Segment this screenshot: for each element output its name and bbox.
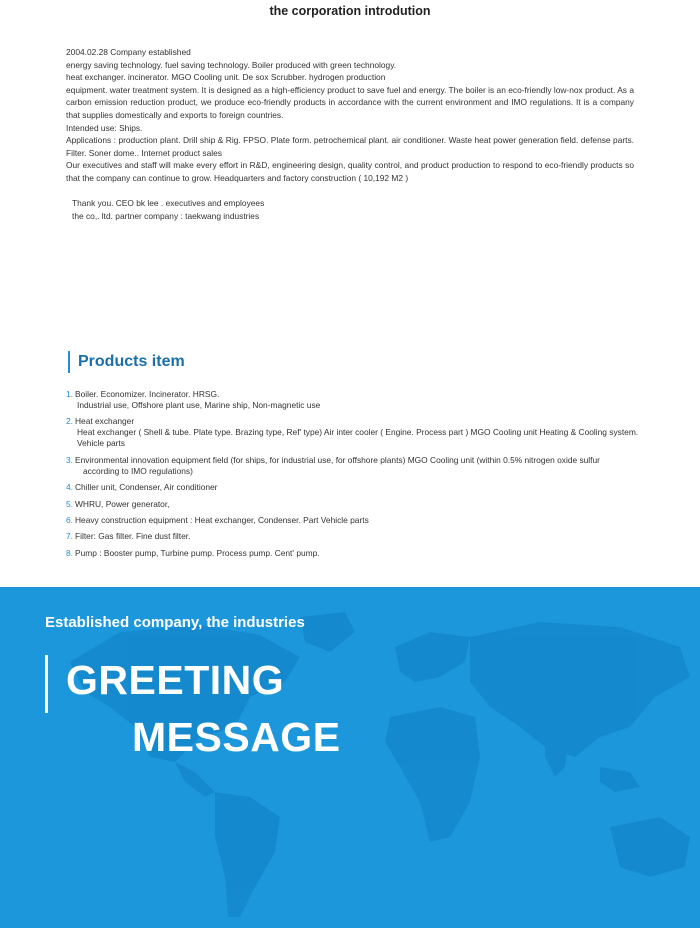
product-item <box>66 482 646 493</box>
world-map-graphic <box>0 587 700 928</box>
product-subtext: Industrial use, Offshore plant use, Marine ship, Non-magnetic use <box>77 400 321 410</box>
thanks-line: Thank you. CEO bk lee . executives and employees <box>72 198 265 209</box>
product-text: Chiller unit, Condenser, Air conditioner <box>75 482 218 493</box>
greeting-banner <box>0 587 700 928</box>
intro-line: 2004.02.28 Company established <box>66 47 191 57</box>
product-number: 8. <box>66 547 73 558</box>
product-item <box>66 548 646 559</box>
product-text: Heavy construction equipment : Heat exchanger, Condenser. Part Vehicle parts <box>75 514 369 525</box>
product-item <box>66 531 646 542</box>
product-item <box>66 416 646 449</box>
product-subtext: Heat exchanger ( Shell & tube. Plate type. Brazing type, Ref' type) Air inter cooler ( Engine. Process part ) MGO Cooling unit Heating & Cooling system. Vehicle parts <box>77 427 639 449</box>
product-number: 5. <box>66 498 73 509</box>
product-number: 6. <box>66 514 73 525</box>
intro-section <box>66 46 634 222</box>
product-number: 1. <box>66 389 73 399</box>
intro-line: Our executives and staff will make every effort in R&D, engineering design, quality control, and product production to respond to eco-friendly products so that the company can continue to grow. Headquarters and factory construction ( 10,192 M2 ) <box>66 160 634 183</box>
products-list <box>66 389 646 564</box>
product-text: Pump : Booster pump, Turbine pump. Process pump. Cent' pump. <box>75 547 320 558</box>
intro-line: Intended use: Ships. <box>66 122 143 133</box>
product-number: 7. <box>66 531 73 542</box>
product-item <box>66 499 646 510</box>
page-title: the corporation introdution <box>269 4 431 18</box>
banner-subtitle: Established company, the industries <box>45 614 305 631</box>
intro-line: heat exchanger. incinerator. MGO Cooling unit. De sox Scrubber. hydrogen production <box>66 72 386 83</box>
product-item <box>66 515 646 526</box>
partner-line: the co,. ltd. partner company : taekwang industries <box>72 210 260 221</box>
product-number: 3. <box>66 454 73 465</box>
product-number: 4. <box>66 482 73 493</box>
product-text: Heat exchanger <box>75 416 135 427</box>
product-text: Boiler. Economizer. Incinerator. HRSG. <box>75 389 220 399</box>
products-title: Products item <box>68 351 185 373</box>
product-item <box>66 455 646 477</box>
product-text: WHRU, Power generator, <box>75 498 170 509</box>
product-subtext: according to IMO regulations) <box>83 465 193 476</box>
banner-accent-bar <box>45 655 48 713</box>
product-number: 2. <box>66 416 73 427</box>
product-item <box>66 389 646 411</box>
message-heading: MESSAGE <box>132 714 341 760</box>
product-text: Filter: Gas filter. Fine dust filter. <box>75 531 191 542</box>
intro-line: Applications : production plant. Drill ship & Rig. FPSO. Plate form. petrochemical plant. air conditioner. Waste heat power generation field. defense parts. Filter. Soner dome.. Internet product sales <box>66 135 634 158</box>
intro-line: equipment. water treatment system. It is designed as a high-efficiency product to save fuel and energy. The boiler is an eco-friendly low-nox product. As a carbon emission reduction product, we produce eco-friendly products in accordance with the current environment and IMO regulations. It is a company that supplies domestically and exports to foreign countries. <box>66 84 634 120</box>
product-text: Environmental innovation equipment field (for ships, for industrial use, for offshore plants) MGO Cooling unit (within 0.5% nitrogen oxide sulfur <box>75 454 600 465</box>
greeting-heading: GREETING <box>66 657 285 703</box>
intro-line: energy saving technology. fuel saving technology. Boiler produced with green technology. <box>66 59 397 70</box>
